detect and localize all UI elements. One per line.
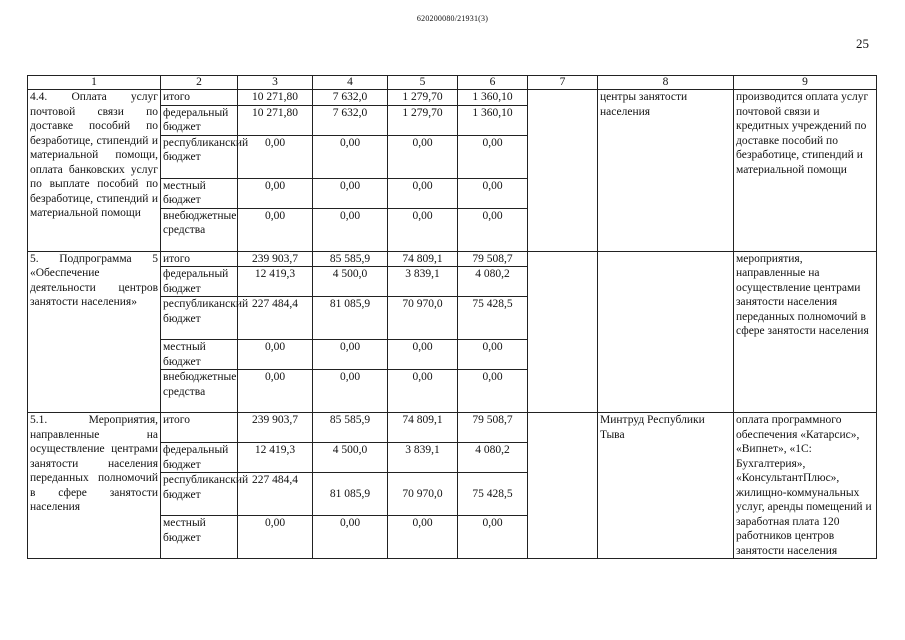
value-total: 0,00	[238, 340, 313, 370]
column-7-cell	[528, 413, 598, 559]
value-total: 0,00	[238, 208, 313, 251]
page-number: 25	[856, 36, 869, 51]
measure-name: 5. Подпрограмма 5 «Обеспечение деятельности центров занятости населения»	[28, 251, 161, 413]
value-year-3: 4 080,2	[458, 443, 528, 473]
column-number: 7	[528, 76, 598, 90]
value-year-1: 4 500,0	[313, 267, 388, 297]
document-code: 620200080/21931(3)	[416, 14, 489, 23]
value-year-1: 81 085,9	[313, 297, 388, 340]
value-year-3: 75 428,5	[458, 473, 528, 516]
value-year-1: 0,00	[313, 208, 388, 251]
value-year-1: 0,00	[313, 178, 388, 208]
value-year-2: 74 809,1	[388, 413, 458, 443]
funding-source: итого	[161, 90, 238, 106]
value-year-2: 1 279,70	[388, 105, 458, 135]
value-year-3: 0,00	[458, 340, 528, 370]
value-year-2: 0,00	[388, 208, 458, 251]
funding-source: федеральный бюджет	[161, 267, 238, 297]
value-year-3: 79 508,7	[458, 413, 528, 443]
value-year-2: 70 970,0	[388, 297, 458, 340]
funding-source: внебюджетные средства	[161, 208, 238, 251]
column-number: 5	[388, 76, 458, 90]
column-number: 9	[734, 76, 877, 90]
table-body	[28, 76, 877, 559]
value-year-3: 0,00	[458, 178, 528, 208]
value-year-3: 0,00	[458, 135, 528, 178]
value-year-1: 0,00	[313, 370, 388, 413]
column-number: 4	[313, 76, 388, 90]
value-total: 227 484,4	[238, 297, 313, 340]
value-total: 12 419,3	[238, 267, 313, 297]
value-total: 0,00	[238, 516, 313, 559]
value-year-3: 0,00	[458, 370, 528, 413]
value-year-2: 0,00	[388, 370, 458, 413]
funding-source: итого	[161, 413, 238, 443]
value-year-2: 3 839,1	[388, 443, 458, 473]
value-year-2: 0,00	[388, 135, 458, 178]
value-year-3: 1 360,10	[458, 90, 528, 106]
column-number: 8	[598, 76, 734, 90]
column-7-cell	[528, 251, 598, 413]
value-year-3: 4 080,2	[458, 267, 528, 297]
funding-source: федеральный бюджет	[161, 443, 238, 473]
executor	[598, 251, 734, 413]
value-year-1: 4 500,0	[313, 443, 388, 473]
budget-table	[27, 75, 877, 559]
column-7-cell	[528, 90, 598, 252]
table-row	[28, 413, 877, 443]
value-year-2: 1 279,70	[388, 90, 458, 106]
value-year-3: 79 508,7	[458, 251, 528, 267]
column-number-row	[28, 76, 877, 90]
column-number: 1	[28, 76, 161, 90]
value-year-3: 0,00	[458, 208, 528, 251]
value-year-2: 0,00	[388, 340, 458, 370]
value-year-3: 1 360,10	[458, 105, 528, 135]
funding-source: республиканский бюджет	[161, 473, 238, 516]
column-number: 3	[238, 76, 313, 90]
funding-source: республиканский бюджет	[161, 297, 238, 340]
value-total: 227 484,4	[238, 473, 313, 516]
measure-name: 4.4. Оплата услуг почтовой связи по доставке пособий по безработице, стипендий и материальной помощи, оплата банковских услуг по выплате пособий по безработице, стипендий и материальной помощи	[28, 90, 161, 252]
expected-result: производится оплата услуг почтовой связи и кредитных учреждений по доставке пособий по безработице, стипендий и материальной помощи	[734, 90, 877, 252]
value-total: 10 271,80	[238, 105, 313, 135]
value-total: 239 903,7	[238, 413, 313, 443]
value-year-2: 0,00	[388, 178, 458, 208]
value-year-1: 0,00	[313, 340, 388, 370]
value-year-1: 85 585,9	[313, 251, 388, 267]
funding-source: республиканский бюджет	[161, 135, 238, 178]
value-total: 0,00	[238, 135, 313, 178]
expected-result: мероприятия, направленные на осуществление центрами занятости населения переданных полномочий в сфере занятости населения	[734, 251, 877, 413]
value-year-2: 70 970,0	[388, 473, 458, 516]
table-row	[28, 90, 877, 106]
funding-source: внебюджетные средства	[161, 370, 238, 413]
value-year-1: 7 632,0	[313, 90, 388, 106]
funding-source: местный бюджет	[161, 516, 238, 559]
value-total: 0,00	[238, 178, 313, 208]
funding-source: местный бюджет	[161, 340, 238, 370]
executor: центры занятости населения	[598, 90, 734, 252]
expected-result: оплата программного обеспечения «Катарсис», «Випнет», «1С: Бухгалтерия», «КонсультантПлюс», жилищно-коммунальных услуг, аренды помещений и заработная плата 120 работников центров занятости населения	[734, 413, 877, 559]
value-year-1: 81 085,9	[313, 473, 388, 516]
funding-source: итого	[161, 251, 238, 267]
value-year-1: 0,00	[313, 516, 388, 559]
value-year-2: 3 839,1	[388, 267, 458, 297]
value-total: 12 419,3	[238, 443, 313, 473]
executor: Минтруд Республики Тыва	[598, 413, 734, 559]
value-year-3: 75 428,5	[458, 297, 528, 340]
value-year-1: 85 585,9	[313, 413, 388, 443]
column-number: 2	[161, 76, 238, 90]
funding-source: местный бюджет	[161, 178, 238, 208]
value-year-2: 74 809,1	[388, 251, 458, 267]
table-row	[28, 251, 877, 267]
value-year-3: 0,00	[458, 516, 528, 559]
value-total: 0,00	[238, 370, 313, 413]
value-year-1: 7 632,0	[313, 105, 388, 135]
column-number: 6	[458, 76, 528, 90]
value-year-2: 0,00	[388, 516, 458, 559]
measure-name: 5.1. Мероприятия, направленные на осуществление центрами занятости населения переданных полномочий в сфере занятости населения	[28, 413, 161, 559]
value-year-1: 0,00	[313, 135, 388, 178]
value-total: 10 271,80	[238, 90, 313, 106]
funding-source: федеральный бюджет	[161, 105, 238, 135]
value-total: 239 903,7	[238, 251, 313, 267]
